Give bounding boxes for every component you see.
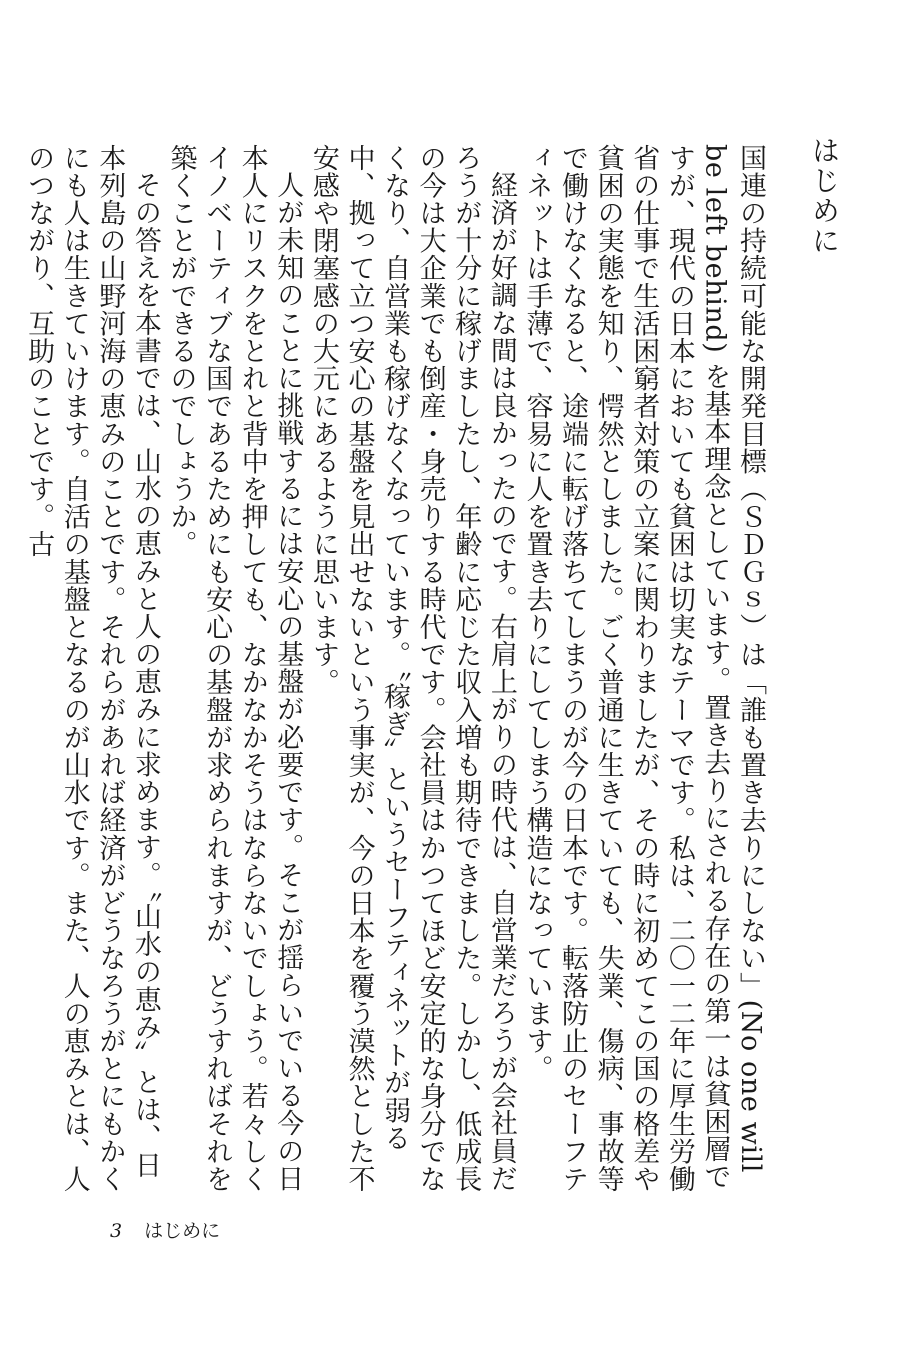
paragraph: 国連の持続可能な開発目標（ＳＤＧｓ）は「誰も置き去りにしない」(No one will be left behind) を基本理念としています。置き去りにされる存在の第一は貧困層ですが、現代の日本においても貧困は切実なテーマです。私は、二〇一二年に厚生労働省の仕事で生活困窮者対策の立案に関わりましたが、その時に初めてこの国の格差や貧困の実態を知り、愕然としました。ごく普通に生きていても、失業、傷病、事故等で働けなくなると、途端に転げ落ちてしまうのが今の日本です。転落防止のセーフティネットは手薄で、容易に人を置き去りにしてしまう構造になっています。 (521, 144, 766, 1193)
paragraph: 経済が好調な間は良かったのです。右肩上がりの時代は、自営業だろうが会社員だろうが十分に稼げましたし、年齢に応じた収入増も期待できました。しかし、低成長の今は大企業でも倒産・身売りする時代です。会社員はかつてほど安定的な身分でなくなり、自営業も稼げなくなっています。〝稼ぎ〟というセーフティネットが弱る中、拠って立つ安心の基盤を見出せないという事実が、今の日本を覆う漠然とした不安感や閉塞感の大元にあるように思います。 (307, 144, 517, 1193)
running-title: はじめに (144, 1220, 221, 1242)
page-number: 3 (110, 1220, 123, 1242)
paragraph: 人が未知のことに挑戦するには安心の基盤が必要です。そこが揺らいでいる今の日本人にリスクをとれと背中を押しても、なかなかそうはならないでしょう。若々しくイノベーティブな国であるためにも安心の基盤が求められますが、どうすればそれを築くことができるのでしょうか。 (165, 144, 304, 1193)
paragraph: その答えを本書では、山水の恵みと人の恵みに求めます。〝山水の恵み〟とは、日本列島の山野河海の恵みのことです。それらがあれば経済がどうなろうがとにもかくにも人は生きていけます。自活の基盤となるのが山水です。また、人の恵みとは、人のつながり、互助のことです。古 (23, 144, 161, 1193)
chapter-heading: はじめに (808, 136, 841, 256)
page-footer (110, 1222, 220, 1241)
body-text (21, 144, 768, 1199)
